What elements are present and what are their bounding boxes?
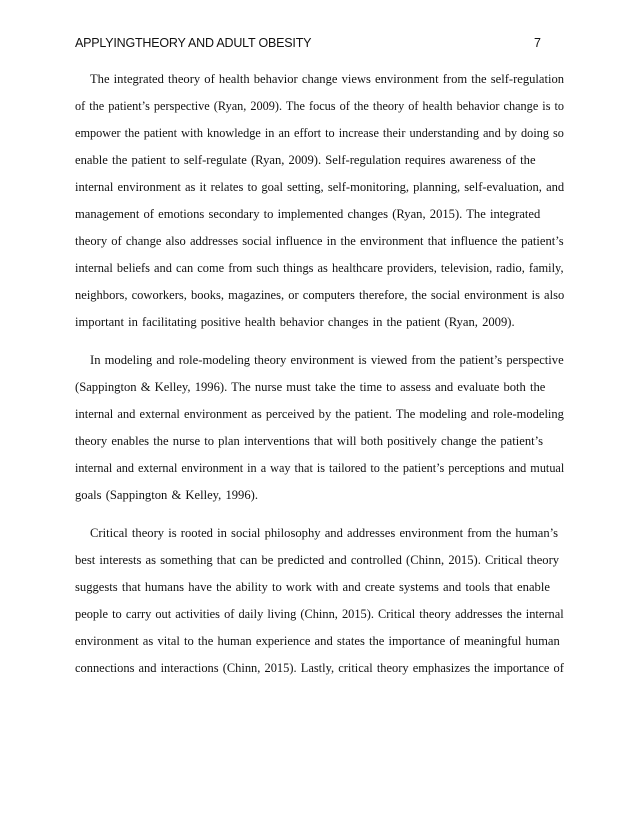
paragraph-2-line-1: In modeling and role-modeling theory environment is viewed from the patient’s perspective: [90, 353, 564, 367]
paragraph-1-line-6: management of emotions secondary to implemented changes (Ryan, 2015). The integrated: [75, 207, 541, 221]
paragraph-3-line-6: connections and interactions (Chinn, 2015). Lastly, critical theory emphasizes the importance of: [75, 661, 564, 675]
page-number: 7: [534, 36, 541, 50]
paragraph-1-line-1: The integrated theory of health behavior change views environment from the self-regulation: [90, 72, 565, 86]
paragraph-3-line-4: people to carry out activities of daily living (Chinn, 2015). Critical theory addresses the internal: [75, 607, 564, 621]
paragraph-1-line-9: neighbors, coworkers, books, magazines, or computers therefore, the social environment is also: [75, 288, 565, 302]
paragraph-2-line-3: internal and external environment as perceived by the patient. The modeling and role-modeling: [75, 407, 564, 421]
paragraph-1-line-10: important in facilitating positive health behavior changes in the patient (Ryan, 2009).: [75, 315, 515, 329]
paragraph-2-line-5: internal and external environment in a way that is tailored to the patient’s perceptions and mutual: [75, 461, 565, 475]
paragraph-2-line-6: goals (Sappington & Kelley, 1996).: [75, 488, 258, 502]
paragraph-3-line-1: Critical theory is rooted in social philosophy and addresses environment from the human’s: [90, 526, 559, 540]
paragraph-3-line-5: environment as vital to the human experience and states the importance of meaningful human: [75, 634, 560, 648]
paragraph-1-line-8: internal beliefs and can come from such things as healthcare providers, television, radio, family,: [75, 261, 564, 275]
paragraph-1-line-2: of the patient’s perspective (Ryan, 2009). The focus of the theory of health behavior change is to: [75, 99, 565, 113]
paragraph-1-line-4: enable the patient to self-regulate (Ryan, 2009). Self-regulation requires awareness of the: [75, 153, 536, 167]
paragraph-2-line-2: (Sappington & Kelley, 1996). The nurse must take the time to assess and evaluate both the: [75, 380, 546, 394]
paragraph-1-line-7: theory of change also addresses social influence in the environment that influence the patient’s: [75, 234, 564, 248]
paragraph-1-line-3: empower the patient with knowledge in an effort to increase their understanding and by doing so: [75, 126, 564, 140]
running-head: APPLYINGTHEORY AND ADULT OBESITY: [75, 36, 312, 50]
paragraph-3-line-2: best interests as something that can be predicted and controlled (Chinn, 2015). Critical theory: [75, 553, 560, 567]
paragraph-1-line-5: internal environment as it relates to goal setting, self-monitoring, planning, self-evaluation, and: [75, 180, 565, 194]
paragraph-3-line-3: suggests that humans have the ability to work with and create systems and tools that enable: [75, 580, 550, 594]
paragraph-2-line-4: theory enables the nurse to plan interventions that will both positively change the patient’s: [75, 434, 544, 448]
